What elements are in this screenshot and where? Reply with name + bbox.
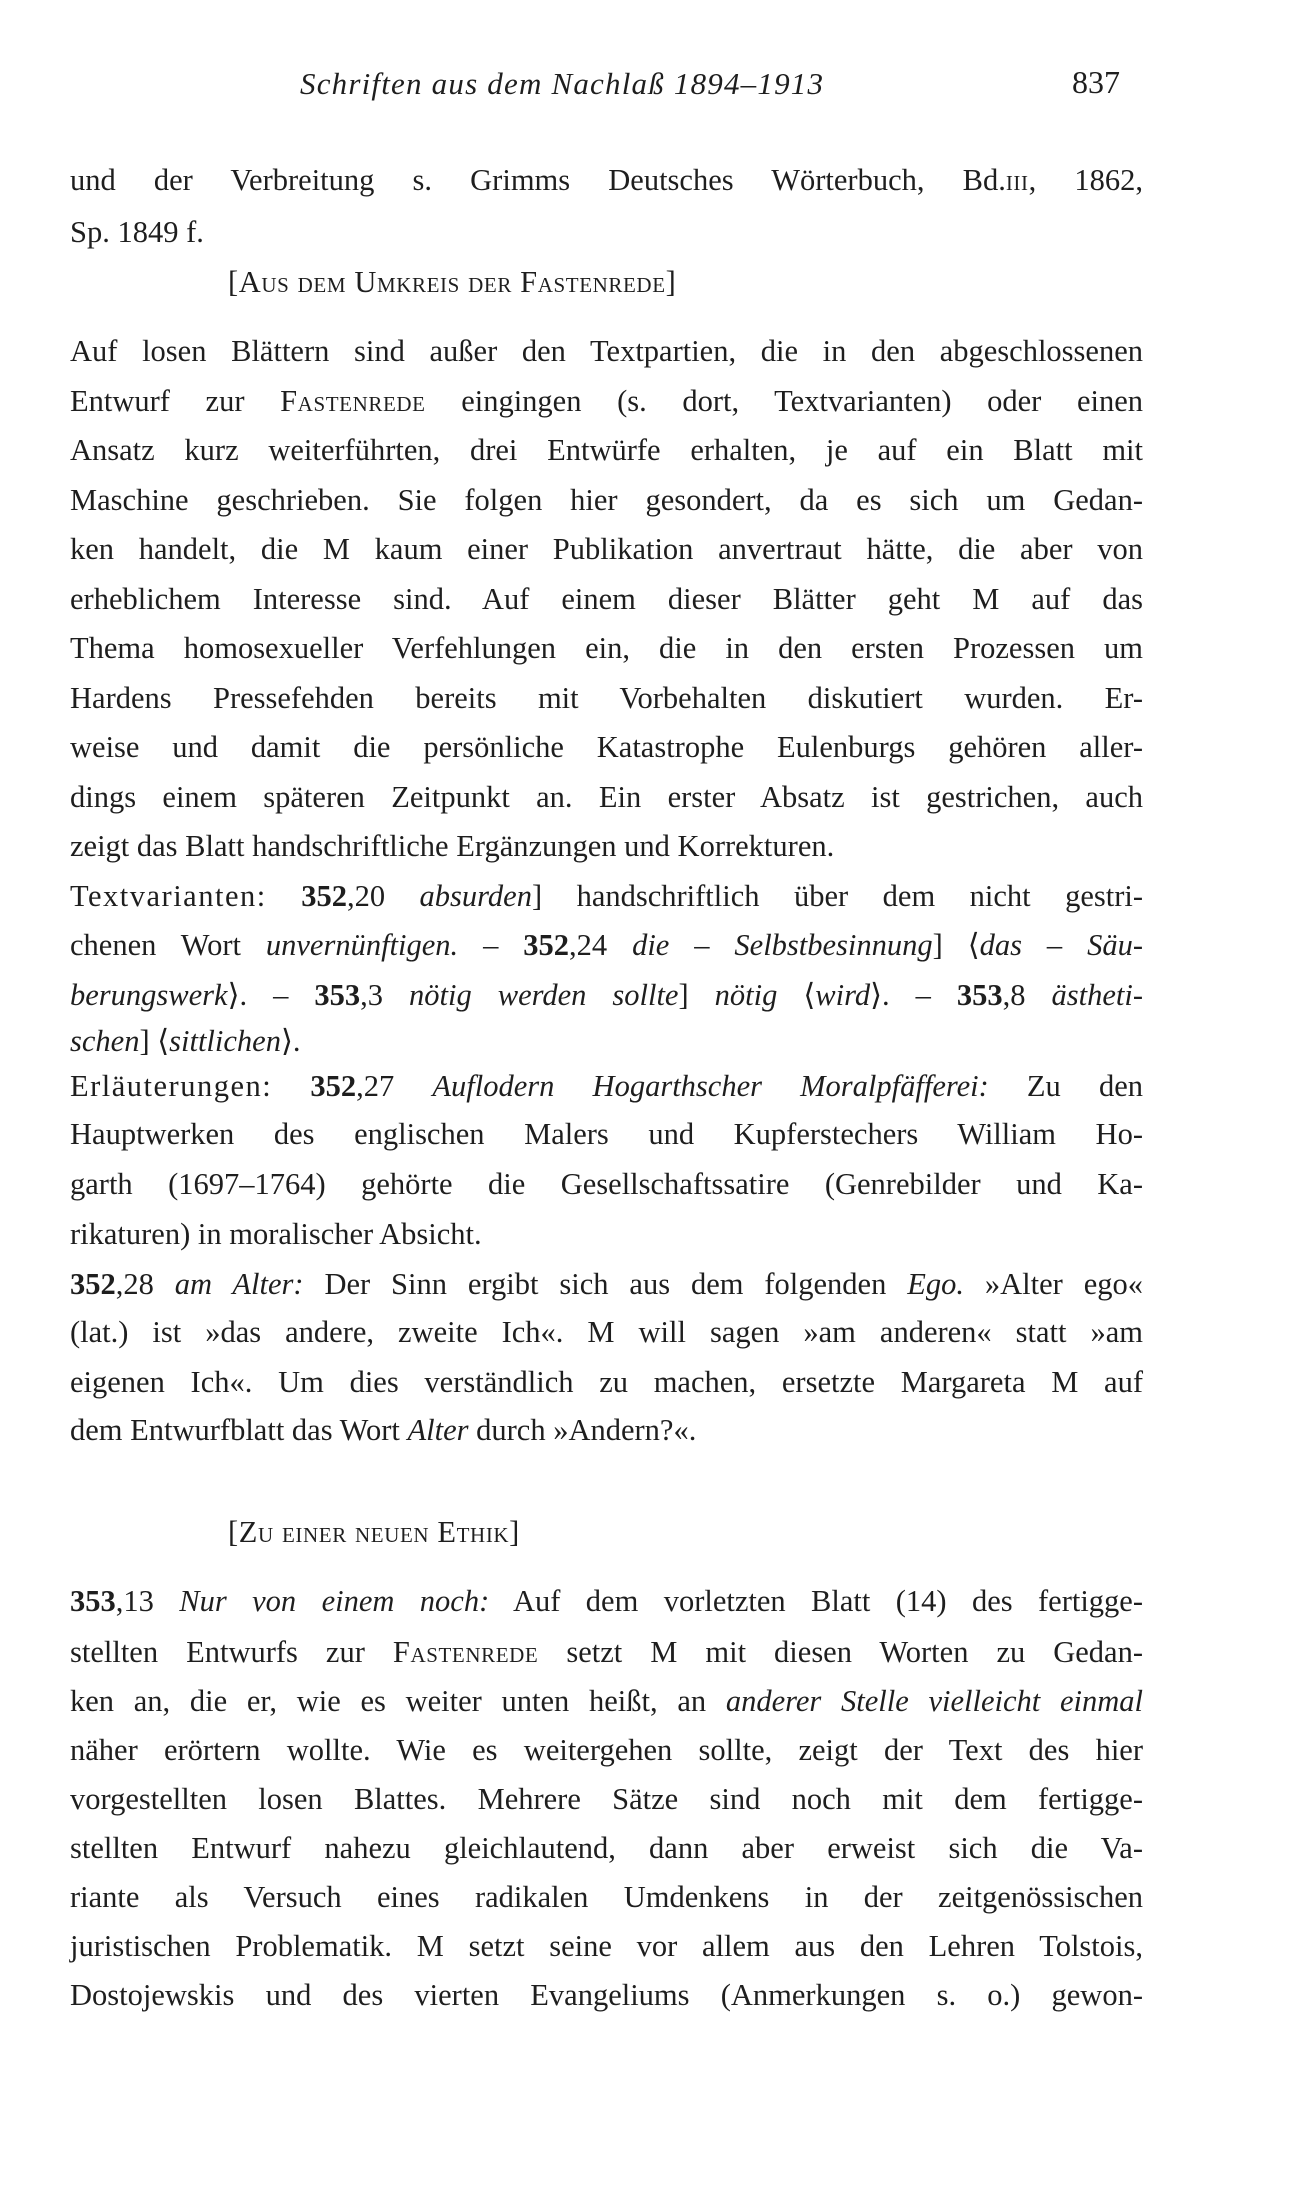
italic-run: berungswerk xyxy=(70,978,228,1012)
bold-ref: 353 xyxy=(956,978,1003,1012)
text-run: und der Verbreitung s. Grimms Deutsches Wörterbuch, Bd. xyxy=(70,163,1006,197)
italic-run: absurden xyxy=(419,879,532,913)
text-run: Auf dem vorletzten Blatt (14) des fertigge- xyxy=(489,1584,1144,1618)
text-run: Sp. 1849 f. xyxy=(70,215,204,249)
text-run: ,8 xyxy=(1002,978,1052,1012)
bold-ref: 353 xyxy=(70,1584,116,1618)
text-run: erheblichem Interesse sind. Auf einem dieser Blätter geht M auf das xyxy=(70,582,1143,616)
text-run: Thema homosexueller Verfehlungen ein, die in den ersten Prozessen um xyxy=(70,631,1143,665)
italic-run: nötig werden sollte xyxy=(409,978,679,1012)
italic-run: schen xyxy=(70,1024,140,1058)
text-run: dem Entwurfblatt das Wort xyxy=(70,1413,408,1447)
small-caps-run: Fastenrede xyxy=(280,384,426,418)
section-heading xyxy=(228,1512,520,1552)
text-line xyxy=(70,1066,1143,1106)
text-run: stellten Entwurf nahezu gleichlautend, dann aber erweist sich die Va- xyxy=(70,1831,1143,1865)
text-run: (lat.) ist »das andere, zweite Ich«. M will sagen »am anderen« statt »am xyxy=(70,1315,1143,1349)
text-run: eigenen Ich«. Um dies verständlich zu machen, ersetzte Margareta M auf xyxy=(70,1365,1143,1399)
running-head-title: Schriften aus dem Nachlaß 1894–1913 xyxy=(300,66,825,101)
text-run: vorgestellten losen Blattes. Mehrere Sätze sind noch mit dem fertigge- xyxy=(70,1782,1143,1816)
text-run xyxy=(267,879,301,913)
text-line xyxy=(70,876,1143,916)
text-run: »Alter ego« xyxy=(963,1267,1143,1301)
italic-run: ästheti- xyxy=(1051,978,1144,1012)
text-run: ] handschriftlich über dem nicht gestri- xyxy=(531,879,1144,913)
small-caps-run: Fastenrede xyxy=(392,1635,539,1669)
text-run: zeigt das Blatt handschriftliche Ergänzungen und Korrekturen. xyxy=(70,829,835,863)
text-line xyxy=(70,1681,1143,1721)
text-run: ken handelt, die M kaum einer Publikation anvertraut hätte, die aber von xyxy=(70,532,1143,566)
small-caps-run: iii xyxy=(1005,163,1029,197)
text-run: ⟩. – xyxy=(870,978,957,1012)
text-line xyxy=(70,1114,1143,1154)
text-line xyxy=(70,212,1143,252)
bold-ref: 352 xyxy=(523,928,570,962)
text-run: ,28 xyxy=(115,1267,175,1301)
text-line xyxy=(70,1264,1143,1304)
text-run: – xyxy=(458,928,524,962)
text-line xyxy=(70,579,1143,619)
text-line xyxy=(70,1632,1143,1672)
italic-run: sittlichen xyxy=(169,1024,281,1058)
text-run: setzt M mit diesen Worten zu Gedan- xyxy=(538,1635,1143,1669)
text-run: , 1862, xyxy=(1028,163,1144,197)
text-line xyxy=(70,381,1143,421)
text-run: ⟩. – xyxy=(227,978,315,1012)
text-line xyxy=(70,678,1143,718)
text-run: ] ⟨ xyxy=(139,1024,170,1058)
text-line xyxy=(70,1926,1143,1966)
text-line xyxy=(70,925,1143,965)
text-run: ken an, die er, wie es weiter unten heißt, an xyxy=(70,1684,726,1718)
text-run: Zu den xyxy=(988,1069,1143,1103)
text-line xyxy=(70,777,1143,817)
text-line xyxy=(70,975,1143,1015)
text-run xyxy=(272,1069,310,1103)
text-run: ,13 xyxy=(115,1584,180,1618)
text-line xyxy=(70,1779,1143,1819)
text-line xyxy=(70,529,1143,569)
text-run: ] ⟨ xyxy=(932,928,980,962)
text-line xyxy=(70,160,1143,200)
text-line xyxy=(70,430,1143,470)
italic-run: unvernünftigen. xyxy=(265,928,459,962)
text-line xyxy=(70,1410,1143,1450)
text-run: ⟨ xyxy=(777,978,816,1012)
text-line xyxy=(70,1021,1143,1061)
text-line xyxy=(70,1312,1143,1352)
text-line xyxy=(70,727,1143,767)
italic-run: das – Säu- xyxy=(979,928,1144,962)
text-line xyxy=(70,1975,1143,2015)
bold-ref: 352 xyxy=(301,879,347,913)
text-line xyxy=(70,1828,1143,1868)
text-run: Hardens Pressefehden bereits mit Vorbehalten diskutiert wurden. Er- xyxy=(70,681,1143,715)
text-run: ,27 xyxy=(356,1069,433,1103)
text-run: näher erörtern wollte. Wie es weitergehen sollte, zeigt der Text des hier xyxy=(70,1733,1143,1767)
text-line xyxy=(70,628,1143,668)
text-run: Hauptwerken des englischen Malers und Kupferstechers William Ho- xyxy=(70,1117,1143,1151)
text-run: ,20 xyxy=(346,879,420,913)
small-caps-run: [Aus dem Umkreis der Fastenrede] xyxy=(228,265,677,299)
text-line xyxy=(70,1164,1143,1204)
section-heading xyxy=(228,262,676,302)
bold-ref: 352 xyxy=(310,1069,357,1103)
text-line xyxy=(70,331,1143,371)
text-run: durch »Andern?«. xyxy=(468,1413,697,1447)
page-number: 837 xyxy=(1072,64,1120,100)
small-caps-run: [Zu einer neuen Ethik] xyxy=(228,1515,520,1549)
text-line xyxy=(70,1214,1143,1254)
text-run: dings einem späteren Zeitpunkt an. Ein erster Absatz ist gestrichen, auch xyxy=(70,780,1143,814)
text-line xyxy=(70,1362,1143,1402)
italic-run: Alter xyxy=(407,1413,469,1447)
text-run: Dostojewskis und des vierten Evangeliums (Anmerkungen s. o.) gewon- xyxy=(70,1978,1143,2012)
text-run: ,24 xyxy=(569,928,633,962)
spaced-label: Textvarianten: xyxy=(70,879,267,913)
italic-run: die – Selbstbesinnung xyxy=(632,928,933,962)
italic-run: Ego. xyxy=(907,1267,964,1301)
text-run: ⟩. xyxy=(280,1024,301,1058)
italic-run: anderer Stelle vielleicht einmal xyxy=(725,1684,1143,1718)
text-run: eingingen (s. dort, Textvarianten) oder einen xyxy=(425,384,1143,418)
bold-ref: 352 xyxy=(70,1267,116,1301)
italic-run: am Alter: xyxy=(174,1267,304,1301)
italic-run: Nur von einem noch: xyxy=(179,1584,490,1618)
text-run: ,3 xyxy=(360,978,410,1012)
text-run: riante als Versuch eines radikalen Umdenkens in der zeitgenössischen xyxy=(70,1880,1143,1914)
text-line xyxy=(70,1877,1143,1917)
text-run: chenen Wort xyxy=(70,928,266,962)
text-run: Maschine geschrieben. Sie folgen hier gesondert, da es sich um Gedan- xyxy=(70,483,1143,517)
text-line xyxy=(70,1581,1143,1621)
text-run: ] xyxy=(678,978,715,1012)
text-run: juristischen Problematik. M setzt seine vor allem aus den Lehren Tolstois, xyxy=(70,1929,1143,1963)
text-run: weise und damit die persönliche Katastrophe Eulenburgs gehören aller- xyxy=(70,730,1143,764)
italic-run: Auflodern Hogarthscher Moralpfäfferei: xyxy=(432,1069,989,1103)
text-run: stellten Entwurfs zur xyxy=(70,1635,393,1669)
text-run: Der Sinn ergibt sich aus dem folgenden xyxy=(303,1267,908,1301)
text-run: garth (1697–1764) gehörte die Gesellschaftssatire (Genrebilder und Ka- xyxy=(70,1167,1143,1201)
text-run: Ansatz kurz weiterführten, drei Entwürfe erhalten, je auf ein Blatt mit xyxy=(70,433,1143,467)
text-run: Auf losen Blättern sind außer den Textpartien, die in den abgeschlossenen xyxy=(70,334,1143,368)
italic-run: nötig xyxy=(714,978,778,1012)
bold-ref: 353 xyxy=(314,978,361,1012)
text-run: Entwurf zur xyxy=(70,384,281,418)
text-run: rikaturen) in moralischer Absicht. xyxy=(70,1217,482,1251)
spaced-label: Erläuterungen: xyxy=(70,1069,273,1103)
italic-run: wird xyxy=(815,978,871,1012)
text-line xyxy=(70,480,1143,520)
text-line xyxy=(70,826,1143,866)
text-line xyxy=(70,1730,1143,1770)
